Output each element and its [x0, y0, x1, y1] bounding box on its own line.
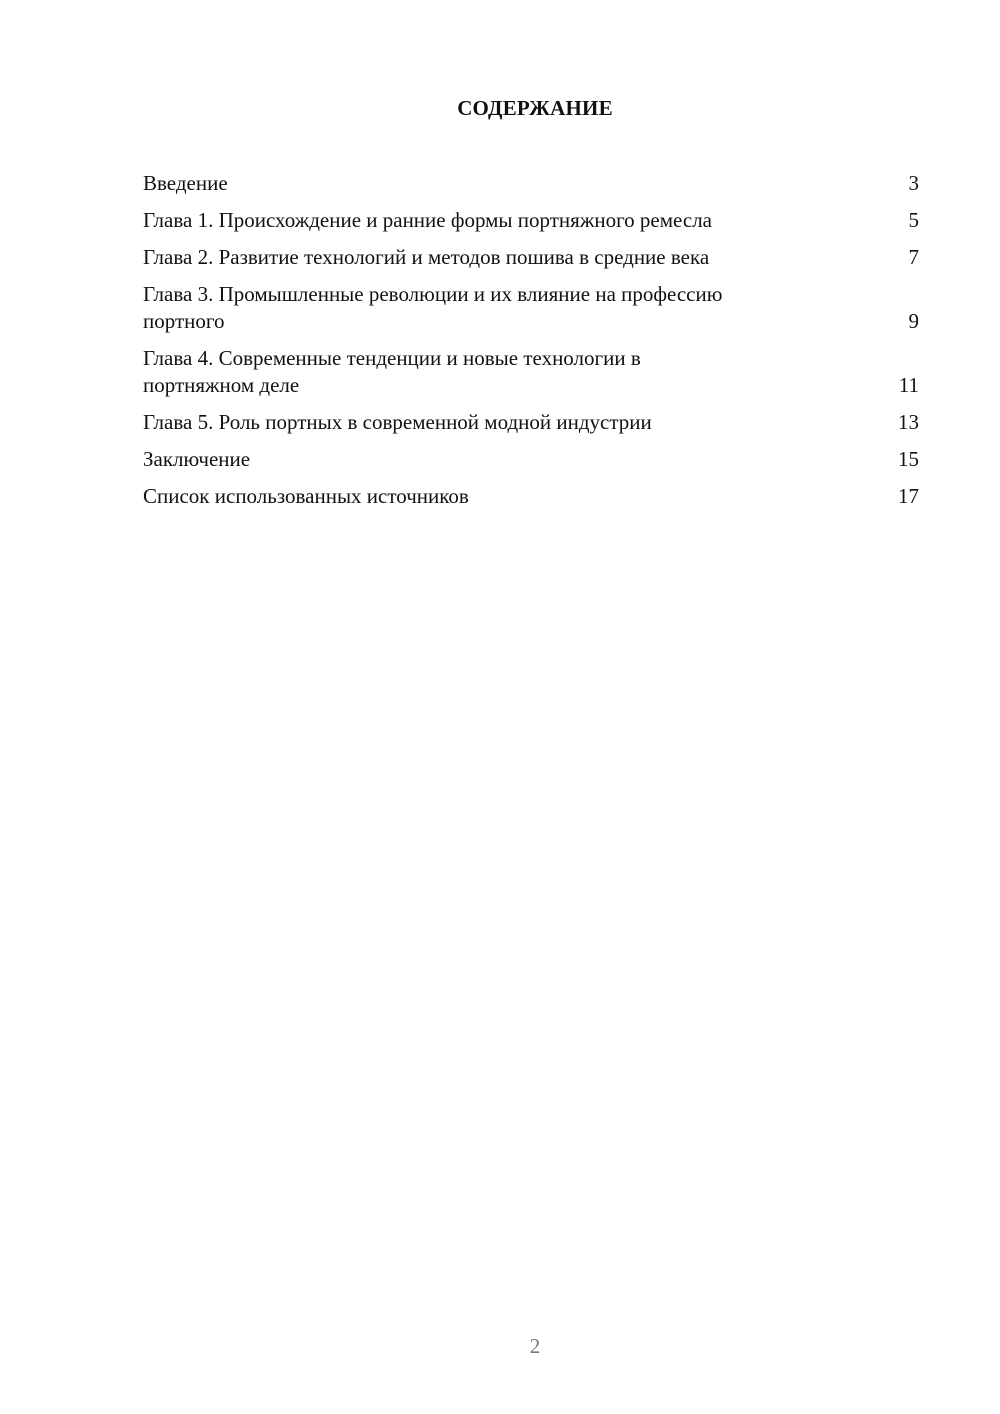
- toc-entry-page: 15: [898, 447, 919, 471]
- toc-entry-chapter-1: [143, 207, 919, 234]
- toc-entry-title: Глава 1. Происхождение и ранние формы портняжного ремесла: [143, 208, 712, 232]
- page-number: 2: [529, 1334, 541, 1358]
- toc-entry-title: Глава 4. Современные тенденции и новые технологии в портняжном деле: [143, 346, 641, 397]
- toc-entry-title: Глава 3. Промышленные революции и их влияние на профессию портного: [143, 282, 723, 333]
- toc-entry-conclusion: [143, 446, 919, 473]
- toc-entry-page: 3: [908, 171, 919, 195]
- toc-entry-title: Глава 2. Развитие технологий и методов пошива в средние века: [143, 245, 710, 269]
- toc-entry-references: [143, 483, 919, 510]
- toc-entry-chapter-5: [143, 409, 919, 436]
- toc-entry-title: Заключение: [143, 447, 251, 471]
- toc-entry-title: Глава 5. Роль портных в современной модной индустрии: [143, 410, 652, 434]
- table-of-contents: [143, 170, 919, 520]
- toc-entry-page: 17: [898, 484, 919, 508]
- toc-entry-page: 9: [908, 309, 919, 333]
- toc-entry-title: Введение: [143, 171, 228, 195]
- toc-entry-introduction: [143, 170, 919, 197]
- toc-entry-title: Список использованных источников: [143, 484, 469, 508]
- toc-entry-page: 11: [898, 373, 919, 397]
- page-title: СОДЕРЖАНИЕ: [457, 96, 613, 120]
- toc-entry-chapter-3: [143, 281, 919, 335]
- toc-entry-page: 5: [908, 208, 919, 232]
- toc-entry-chapter-2: [143, 244, 919, 271]
- toc-entry-page: 13: [898, 410, 919, 434]
- toc-entry-chapter-4: [143, 345, 919, 399]
- toc-entry-page: 7: [908, 245, 919, 269]
